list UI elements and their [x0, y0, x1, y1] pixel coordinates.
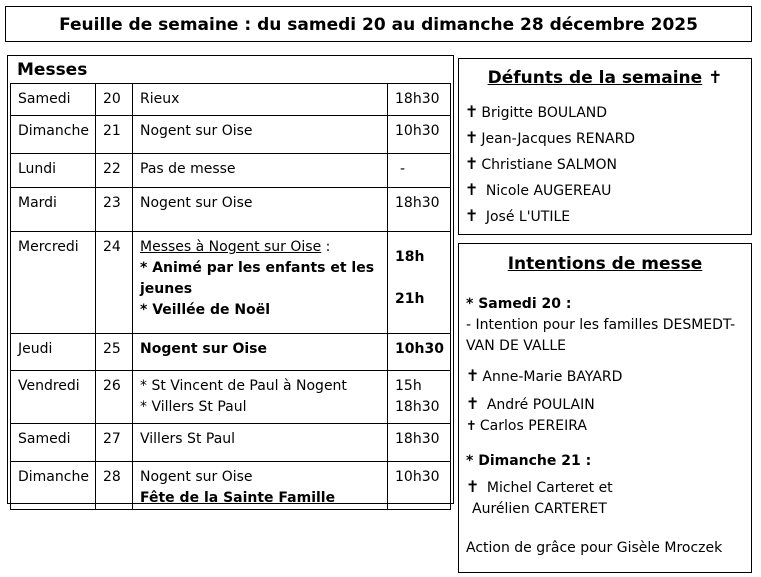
samedi-intention: - Intention pour les familles DESMEDT-VAN DE VALLE	[466, 317, 736, 354]
intentions-panel	[458, 243, 752, 573]
place-cell: Nogent sur Oise	[133, 334, 388, 371]
day-cell: Mercredi	[11, 232, 96, 334]
list-item	[465, 155, 635, 181]
cross-icon: ✝	[465, 154, 479, 173]
date-cell: 27	[96, 424, 133, 462]
place-cell: Nogent sur Oise	[133, 188, 388, 232]
date-cell: 20	[96, 84, 133, 116]
defunts-panel	[458, 58, 752, 235]
cross-icon: ✝	[466, 394, 480, 413]
defunts-title	[459, 68, 751, 88]
intention-name: Carlos PEREIRA	[479, 418, 587, 434]
defunts-list	[465, 103, 635, 233]
date-cell: 21	[96, 116, 133, 154]
place-heading-colon: :	[321, 239, 331, 255]
place-cell: Villers St Paul	[133, 424, 388, 462]
place-line: * Veillée de Noël	[140, 302, 271, 318]
messes-table	[10, 83, 451, 510]
place-cell	[133, 371, 388, 424]
place-line: Fête de la Sainte Famille	[140, 490, 336, 506]
time-cell: 10h30	[388, 116, 451, 154]
table-row	[11, 188, 451, 232]
table-row	[11, 424, 451, 462]
list-item	[465, 207, 635, 233]
place-heading: Messes à Nogent sur Oise	[140, 239, 322, 255]
time-cell	[388, 232, 451, 334]
table-row	[11, 84, 451, 116]
date-cell: 25	[96, 334, 133, 371]
table-row	[11, 232, 451, 334]
time-value: 21h	[395, 291, 425, 307]
action-de-grace: Action de grâce pour Gisèle Mroczek	[466, 540, 723, 556]
intentions-body	[466, 294, 748, 559]
header-box	[5, 6, 752, 42]
list-item	[466, 416, 748, 437]
time-cell: 18h30	[388, 188, 451, 232]
table-row	[11, 116, 451, 154]
day-cell: Samedi	[11, 84, 96, 116]
cross-icon: ✝	[466, 419, 477, 434]
defunt-name: Jean-Jacques RENARD	[481, 131, 636, 147]
table-row	[11, 462, 451, 510]
day-cell: Dimanche	[11, 462, 96, 510]
cross-icon: ✝	[465, 206, 479, 225]
samedi-heading: * Samedi 20 :	[466, 296, 572, 312]
date-cell: 24	[96, 232, 133, 334]
place-line: * Villers St Paul	[140, 399, 247, 415]
table-row	[11, 371, 451, 424]
time-cell: -	[388, 154, 451, 188]
messes-panel	[7, 55, 454, 504]
date-cell: 22	[96, 154, 133, 188]
place-line: Nogent sur Oise	[140, 469, 253, 485]
cross-icon: ✝	[465, 128, 479, 147]
list-item	[466, 365, 748, 388]
defunt-name: Christiane SALMON	[481, 157, 617, 173]
intention-name: Aurélien CARTERET	[472, 501, 607, 517]
intentions-title: Intentions de messe	[507, 254, 703, 274]
table-row	[11, 334, 451, 371]
time-value: 18h30	[395, 399, 440, 415]
list-item	[466, 393, 748, 416]
day-cell: Jeudi	[11, 334, 96, 371]
date-cell: 23	[96, 188, 133, 232]
cross-icon: ✝	[466, 366, 480, 385]
dimanche-heading: * Dimanche 21 :	[466, 453, 592, 469]
list-item	[466, 476, 748, 499]
time-value: 18h	[395, 249, 425, 265]
date-cell: 26	[96, 371, 133, 424]
day-cell: Vendredi	[11, 371, 96, 424]
day-cell: Dimanche	[11, 116, 96, 154]
cross-icon: ✝	[466, 477, 480, 496]
cross-icon: ✝	[708, 68, 723, 88]
place-cell: Pas de messe	[133, 154, 388, 188]
defunts-title-text: Défunts de la semaine	[487, 68, 703, 88]
list-item	[465, 103, 635, 129]
defunt-name: Nicole AUGEREAU	[485, 183, 612, 199]
time-cell: 10h30	[388, 462, 451, 510]
defunt-name: Brigitte BOULAND	[481, 105, 608, 121]
cross-icon: ✝	[465, 180, 479, 199]
place-line: * St Vincent de Paul à Nogent	[140, 378, 347, 394]
place-cell	[133, 462, 388, 510]
time-cell: 18h30	[388, 84, 451, 116]
list-item	[465, 181, 635, 207]
page-title: Feuille de semaine : du samedi 20 au dimanche 28 décembre 2025	[59, 15, 698, 35]
cross-icon: ✝	[465, 102, 479, 121]
time-cell: 10h30	[388, 334, 451, 371]
defunt-name: José L'UTILE	[485, 209, 571, 225]
list-item	[465, 129, 635, 155]
place-cell: Rieux	[133, 84, 388, 116]
intention-name: Anne-Marie BAYARD	[482, 369, 623, 385]
day-cell: Samedi	[11, 424, 96, 462]
day-cell: Lundi	[11, 154, 96, 188]
day-cell: Mardi	[11, 188, 96, 232]
intention-name: Michel Carteret et	[486, 480, 613, 496]
time-cell	[388, 371, 451, 424]
time-value: 15h	[395, 378, 422, 394]
date-cell: 28	[96, 462, 133, 510]
place-cell: Nogent sur Oise	[133, 116, 388, 154]
intention-name: André POULAIN	[486, 397, 595, 413]
place-line: * Animé par les enfants et les jeunes	[140, 260, 375, 297]
table-row	[11, 154, 451, 188]
time-cell: 18h30	[388, 424, 451, 462]
messes-title: Messes	[17, 60, 88, 80]
place-cell	[133, 232, 388, 334]
